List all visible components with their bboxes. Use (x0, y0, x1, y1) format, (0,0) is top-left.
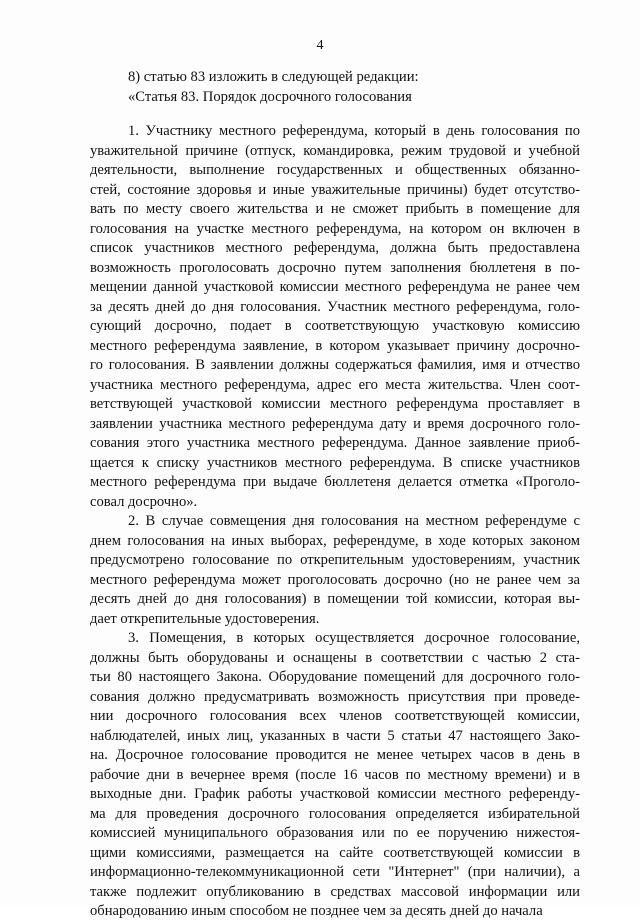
text-line: 1. Участнику местного референдума, который в день голосования по (128, 123, 580, 139)
text-line: заявлении участника местного референдума дату и время досрочного голо- (90, 415, 580, 432)
text-line: ветствующей участковой комиссии местного референдума проставляет в (90, 396, 580, 412)
text-line: сования этого участника местного референдума. Данное заявление приоб- (90, 435, 580, 451)
text-line: тьи 80 настоящего Закона. Оборудование помещений для досрочного голо- (90, 669, 580, 685)
paragraph-1 (90, 122, 580, 512)
text-line: обнародованию иным способом не позднее чем за десять дней до начала (90, 903, 543, 919)
text-line: список участников местного референдума, должна быть предоставлена (90, 240, 580, 256)
text-line: днем голосования на иных выборах, референдуме, в ходе которых законом (90, 532, 580, 549)
text-line: должны быть оборудованы и оснащены в соответствии с частью 2 ста- (90, 649, 580, 666)
article-body (90, 122, 580, 922)
paragraph-3 (90, 629, 580, 922)
amendment-instruction: 8) статью 83 изложить в следующей редакции: (128, 69, 419, 85)
text-line: ма для проведения досрочного голосования определяется избирательной (90, 805, 580, 822)
text-line: дает открепительные удостоверения. (90, 610, 320, 627)
text-line: рабочие дни в вечернее время (после 16 часов по местному времени) и в (90, 766, 580, 783)
text-line: стей, состояние здоровья и иные уважительные причины) будет отсутство- (90, 181, 580, 198)
text-line: вать по месту своего жительства и не сможет прибыть в помещение для (90, 201, 580, 217)
text-line: совал досрочно». (90, 493, 198, 510)
text-line: участника местного референдума, адрес его места жительства. Член соот- (90, 376, 580, 393)
text-line: мещении данной участковой комиссии местного референдума не ранее чем (90, 279, 580, 295)
amendment-intro (128, 68, 588, 107)
text-line: выходные дни. График работы участковой комиссии местного референду- (90, 786, 580, 802)
text-line: местного референдума заявление, в котором указывает причину досрочно- (90, 337, 580, 354)
text-line: нии досрочного голосования всех членов соответствующей комиссии, (90, 708, 580, 724)
text-line: щими комиссиями, размещается на сайте соответствующей комиссии в (90, 844, 580, 861)
text-line: 3. Помещения, в которых осуществляется досрочное голосование, (128, 630, 580, 646)
text-line: голосования на участке местного референдума, на котором он включен в (90, 220, 580, 237)
text-line: наблюдателей, иных лиц, указанных в части 5 статьи 47 настоящего Зако- (90, 727, 580, 744)
page-number: 4 (316, 38, 324, 53)
text-line: за десять дней до дня голосования. Участник местного референдума, голо- (90, 298, 580, 315)
text-line: сующий досрочно, подает в соответствующую участковую комиссию (90, 318, 580, 334)
text-line: на. Досрочное голосование проводится не менее четырех часов в день в (90, 747, 580, 763)
text-line: также подлежит опубликованию в средствах массовой информации или (90, 883, 580, 900)
text-line: щается к списку участников местного референдума. В списке участников (90, 454, 580, 471)
text-line: местного референдума может проголосовать досрочно (но не ранее чем за (90, 571, 580, 588)
text-line: го голосования. В заявлении должны содержаться фамилия, имя и отчество (90, 357, 580, 373)
text-line: информационно-телекоммуникационной сети "Интернет" (при наличии), а (90, 864, 580, 880)
article-heading: «Статья 83. Порядок досрочного голосования (128, 88, 412, 105)
text-line: 2. В случае совмещения дня голосования на местном референдуме с (128, 513, 580, 529)
paragraph-2 (90, 512, 580, 629)
text-line: деятельности, выполнение государственных и общественных обязанно- (90, 162, 580, 178)
text-line: комиссией муниципального образования или по ее поручению нижестоя- (90, 825, 580, 841)
text-line: возможность проголосовать досрочно путем заполнения бюллетеня в по- (90, 259, 580, 276)
text-line: уважительной причине (отпуск, командировка, режим трудовой и учебной (90, 142, 580, 159)
text-line: десять дней до дня голосования) в помещении той комиссии, которая вы- (90, 591, 580, 607)
text-line: местного референдума при выдаче бюллетеня делается отметка «Проголо- (90, 474, 580, 490)
text-line: сования должно предусматривать возможность присутствия при проведе- (90, 688, 580, 705)
text-line: предусмотрено голосование по открепительным удостоверениям, участник (90, 552, 580, 568)
